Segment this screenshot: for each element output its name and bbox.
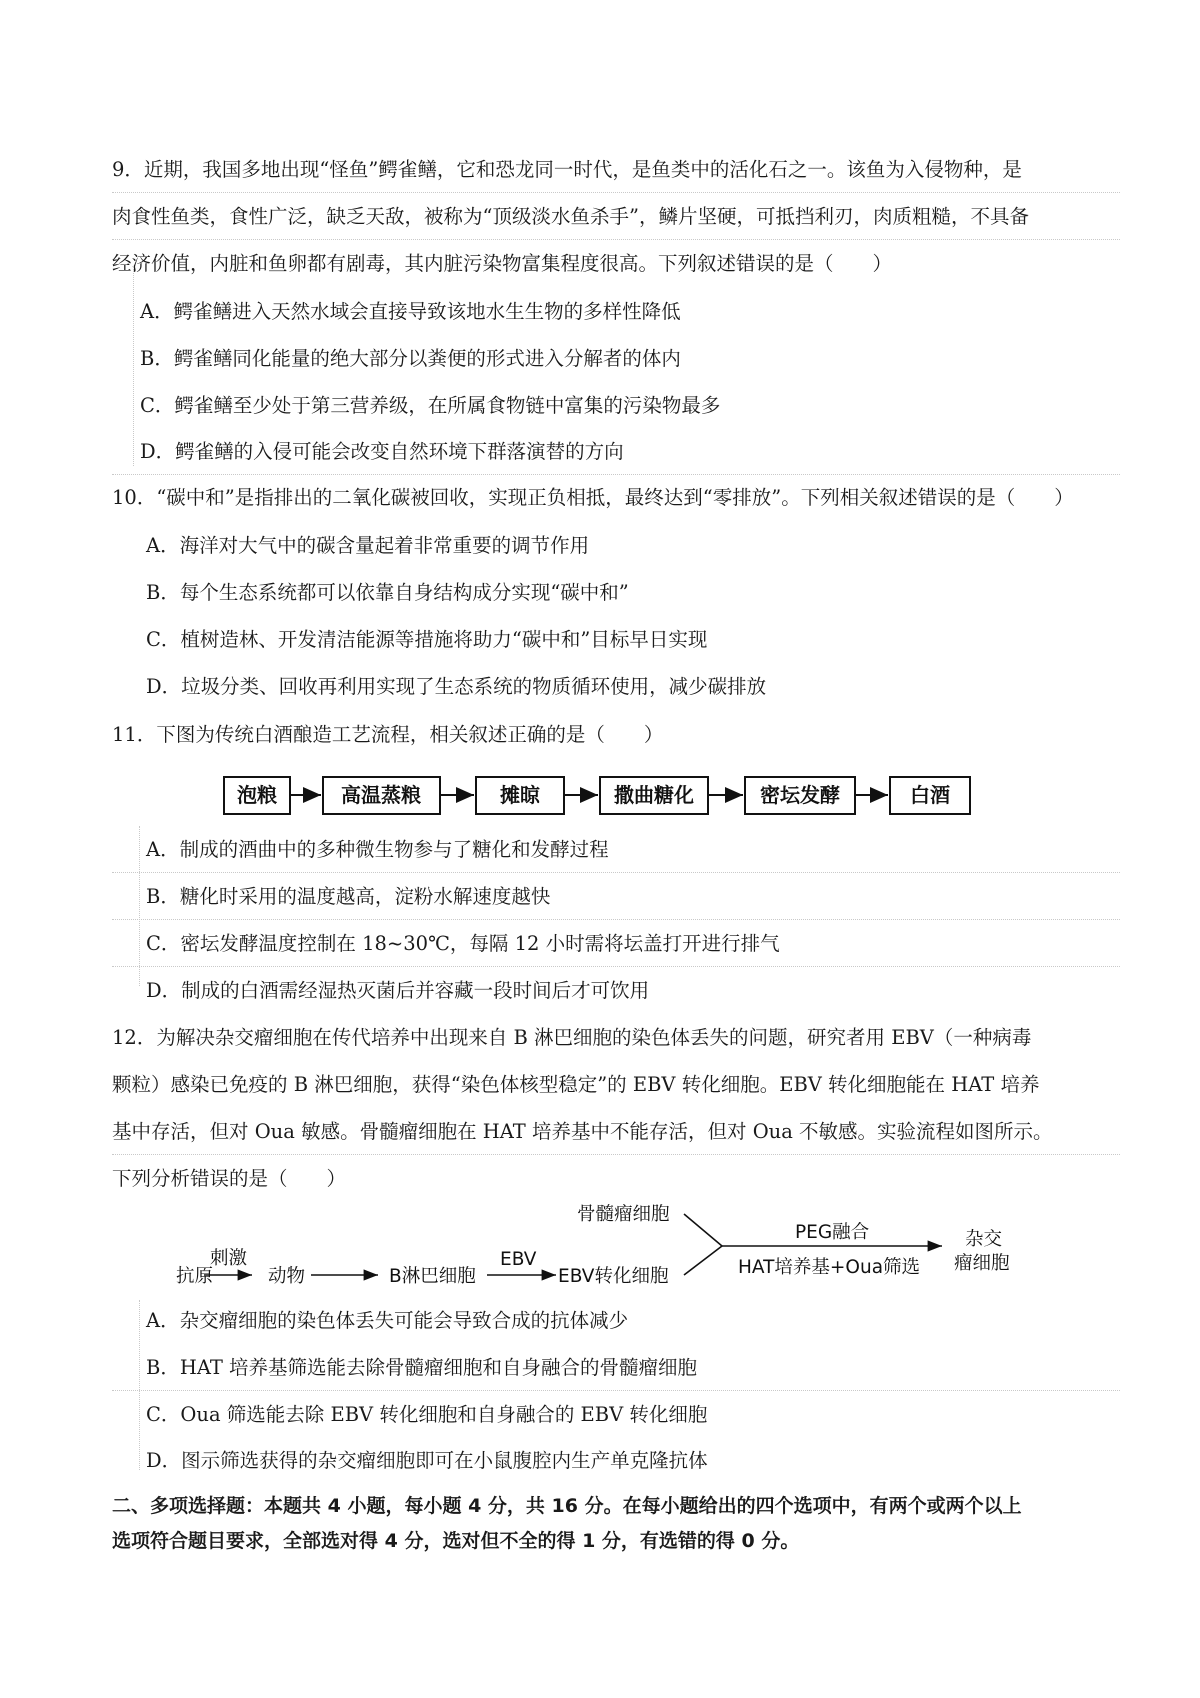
diagram-hybrid-2: 瘤细胞 [954,1253,1010,1274]
q11-option-b: B．糖化时采用的温度越高，淀粉水解速度越快 [112,873,1120,920]
flow-box-1 [224,777,290,814]
q10-option-d: D．垃圾分类、回收再利用实现了生态系统的物质循环使用，减少碳排放 [146,675,767,698]
q9-option-a: A．鳄雀鳝进入天然水域会直接导致该地水生生物的多样性降低 [140,300,681,323]
diagram-ebv: EBV [500,1249,537,1270]
q10-stem-line-1: 10．“碳中和”是指排出的二氧化碳被回收，实现正负相抵，最终达到“零排放”。下列相关叙述错误的是（ ） [112,486,1074,509]
diagram-antigen: 抗原 [176,1266,214,1287]
q11-stem-line-1: 11．下图为传统白酒酿造工艺流程，相关叙述正确的是（ ） [112,723,664,746]
diagram-stimulate: 刺激 [210,1248,248,1269]
q10-option-c: C．植树造林、开发清洁能源等措施将助力“碳中和”目标早日实现 [146,628,708,651]
q12-option-a: A．杂交瘤细胞的染色体丢失可能会导致合成的抗体减少 [146,1309,629,1332]
q9-option-c: C．鳄雀鳝至少处于第三营养级，在所属食物链中富集的污染物最多 [140,394,721,417]
section2-line-1: 二、多项选择题：本题共 4 小题，每小题 4 分，共 16 分。在每小题给出的四个选项中，有两个或两个以上 [112,1495,1022,1517]
merge-line-bottom [684,1246,722,1275]
q11-option-d: D．制成的白酒需经湿热灭菌后并容藏一段时间后才可饮用 [146,979,650,1002]
q9-stem-line-1: 9．近期，我国多地出现“怪鱼”鳄雀鳝，它和恐龙同一时代，是鱼类中的活化石之一。该鱼为入侵物种，是 [112,146,1120,193]
q12-option-c: C．Oua 筛选能去除 EBV 转化细胞和自身融合的 EBV 转化细胞 [146,1403,708,1426]
flow-step-5: 密坛发酵 [760,783,840,807]
diagram-b-cell: B淋巴细胞 [389,1266,476,1287]
q12-stem-line-1: 12．为解决杂交瘤细胞在传代培养中出现来自 B 淋巴细胞的染色体丢失的问题，研究者用 EBV（一种病毒 [112,1026,1032,1049]
q12-stem-line-3: 基中存活，但对 Oua 敏感。骨髓瘤细胞在 HAT 培养基中不能存活，但对 Oua 不敏感。实验流程如图所示。 [112,1108,1120,1155]
merge-line-top [684,1214,722,1246]
flow-box-4 [600,777,708,814]
q12-option-d: D．图示筛选获得的杂交瘤细胞即可在小鼠腹腔内生产单克隆抗体 [146,1449,708,1472]
diagram-hybrid-1: 杂交 [965,1229,1003,1250]
flow-box-6 [890,777,970,814]
flow-step-6: 白酒 [910,783,950,807]
q12-option-b: B．HAT 培养基筛选能去除骨髓瘤细胞和自身融合的骨髓瘤细胞 [112,1344,1120,1391]
q9-stem-line-3: 经济价值，内脏和鱼卵都有剧毒，其内脏污染物富集程度很高。下列叙述错误的是（ ） [112,252,893,275]
diagram-animal: 动物 [268,1266,306,1287]
flow-step-2: 高温蒸粮 [341,783,421,807]
diagram-peg: PEG融合 [795,1222,870,1243]
flow-step-3: 摊晾 [500,783,540,807]
flow-box-2 [323,777,440,814]
diagram-myeloma: 骨髓瘤细胞 [577,1204,670,1225]
flow-step-4: 撒曲糖化 [614,783,694,807]
q10-option-a: A．海洋对大气中的碳含量起着非常重要的调节作用 [146,534,590,557]
q11-option-a: A．制成的酒曲中的多种微生物参与了糖化和发酵过程 [112,826,1120,873]
q10-option-b: B．每个生态系统都可以依靠自身结构成分实现“碳中和” [146,581,629,604]
q11-option-c: C．密坛发酵温度控制在 18~30℃，每隔 12 小时需将坛盖打开进行排气 [112,920,1120,967]
flow-box-5 [745,777,855,814]
flow-step-1: 泡粮 [237,783,277,807]
q9-stem-line-2: 肉食性鱼类，食性广泛，缺乏天敌，被称为“顶级淡水鱼杀手”，鳞片坚硬，可抵挡利刃，肉质粗糙，不具备 [112,193,1120,240]
q12-stem-line-2: 颗粒）感染已免疫的 B 淋巴细胞，获得“染色体核型稳定”的 EBV 转化细胞。EBV 转化细胞能在 HAT 培养 [112,1073,1040,1096]
q9-option-d: D．鳄雀鳝的入侵可能会改变自然环境下群落演替的方向 [112,428,1120,475]
q9-option-b: B．鳄雀鳝同化能量的绝大部分以粪便的形式进入分解者的体内 [140,347,681,370]
flow-box-3 [476,777,564,814]
q12-stem-line-4: 下列分析错误的是（ ） [112,1167,347,1190]
section2-line-2: 选项符合题目要求，全部选对得 4 分，选对但不全的得 1 分，有选错的得 0 分。 [112,1530,800,1552]
diagram-ebv-cell: EBV转化细胞 [558,1266,669,1287]
diagram-screen: HAT培养基+Oua筛选 [738,1257,921,1278]
